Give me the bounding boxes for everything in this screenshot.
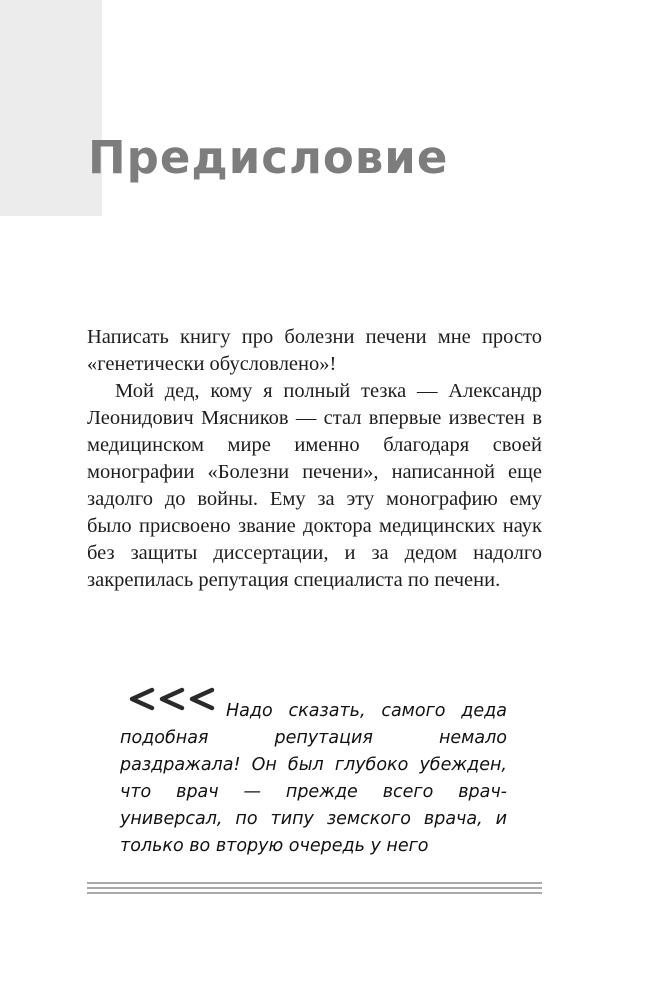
section-divider bbox=[87, 882, 542, 900]
divider-line bbox=[87, 887, 542, 889]
paragraph-grandfather: Мой дед, кому я полный тезка — Александр Леонидович Мясников — стал впервые известен в медицинском мире именно благодаря своей монографии «Болезни печени», написанной еще задолго до войны. Ему за эту монографию ему было присвоено звание доктора медицинских наук без защиты диссертации, и за дедом надолго закрепилась репутация специалиста по печени. bbox=[87, 380, 542, 591]
divider-line bbox=[87, 882, 542, 884]
callout bbox=[120, 698, 507, 860]
body-text bbox=[87, 324, 542, 594]
chapter-title: Предисловие bbox=[88, 131, 449, 184]
callout-text: Надо сказать, самого деда подобная репутация немало раздражала! Он был глубоко убежден, что врач — прежде всего врач-универсал, по типу земского врача, и только во вторую очередь у него bbox=[120, 701, 507, 856]
paragraph-intro: Написать книгу про болезни печени мне просто «генетически обусловлено»! bbox=[87, 326, 542, 375]
divider-line bbox=[87, 892, 542, 894]
corner-block bbox=[0, 0, 102, 216]
